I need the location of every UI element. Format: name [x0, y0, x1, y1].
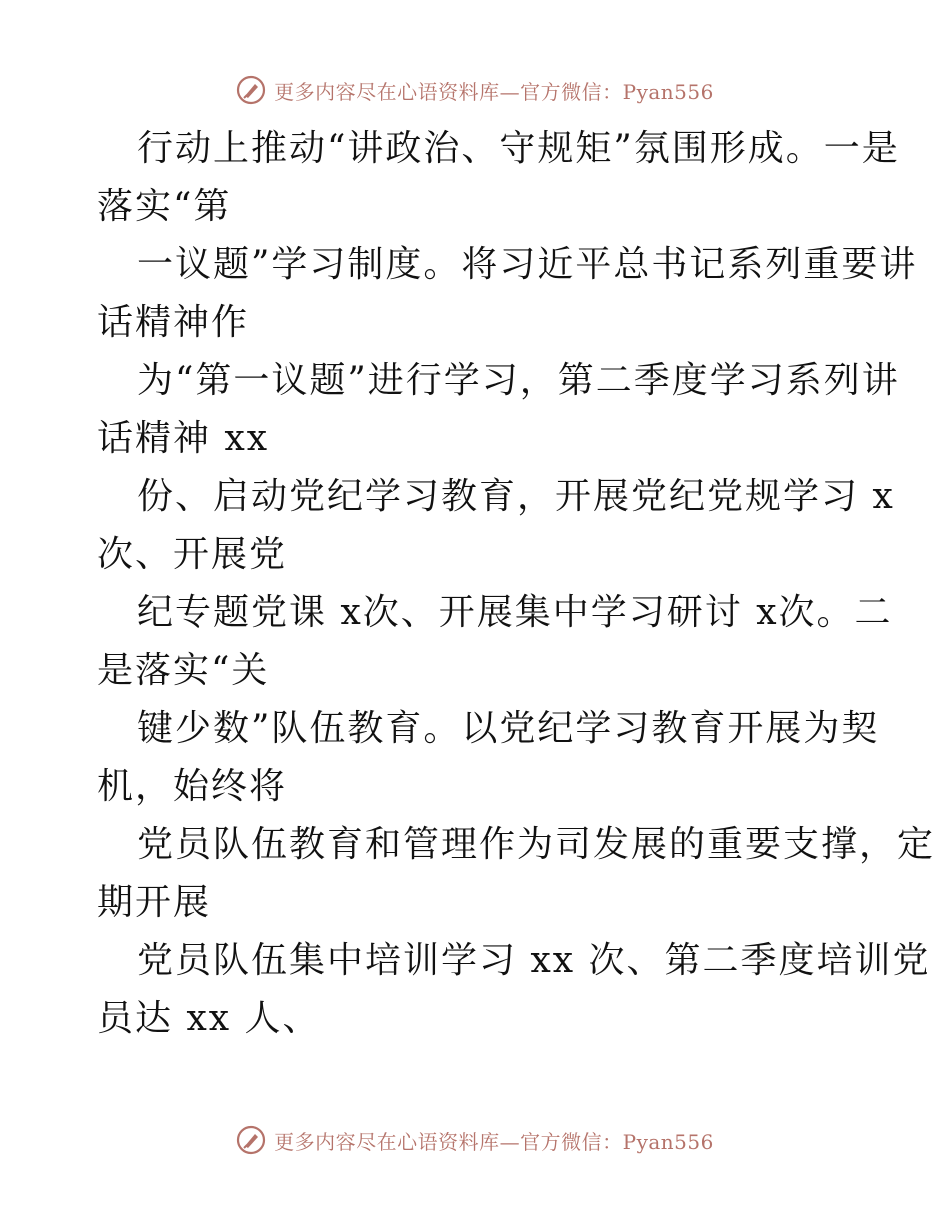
body-line: 为“第一议题”进行学习，第二季度学习系列讲 — [137, 360, 900, 401]
body-line: 党员队伍教育和管理作为司发展的重要支撑，定 — [137, 824, 936, 865]
body-line: 话精神 xx — [97, 418, 270, 459]
body-line: 份、启动党纪学习教育，开展党纪党规学习 x — [137, 476, 895, 517]
body-line: 纪专题党课 x次、开展集中学习研讨 x次。二 — [137, 592, 893, 633]
header-watermark — [0, 72, 950, 108]
document-body — [97, 120, 936, 1048]
body-line: 员达 xx 人、 — [97, 998, 321, 1039]
body-line: 键少数”队伍教育。以党纪学习教育开展为契 — [137, 708, 880, 749]
pen-nib-circle-icon — [236, 75, 266, 105]
body-line: 是落实“关 — [97, 650, 270, 691]
footer-watermark — [0, 1122, 950, 1158]
body-line: 落实“第 — [97, 186, 232, 227]
body-line: 一议题”学习制度。将习近平总书记系列重要讲 — [137, 244, 918, 285]
watermark-text: 更多内容尽在心语资料库—官方微信：Pyan556 — [274, 79, 714, 104]
body-line: 话精神作 — [97, 302, 250, 343]
pen-nib-circle-icon — [236, 1125, 266, 1155]
watermark-text: 更多内容尽在心语资料库—官方微信：Pyan556 — [274, 1129, 714, 1154]
body-line: 期开展 — [97, 882, 212, 923]
body-line: 党员队伍集中培训学习 xx 次、第二季度培训党 — [137, 940, 931, 981]
body-line: 行动上推动“讲政治、守规矩”氛围形成。一是 — [137, 128, 900, 169]
body-line: 次、开展党 — [97, 534, 288, 575]
body-line: 机，始终将 — [97, 766, 288, 807]
